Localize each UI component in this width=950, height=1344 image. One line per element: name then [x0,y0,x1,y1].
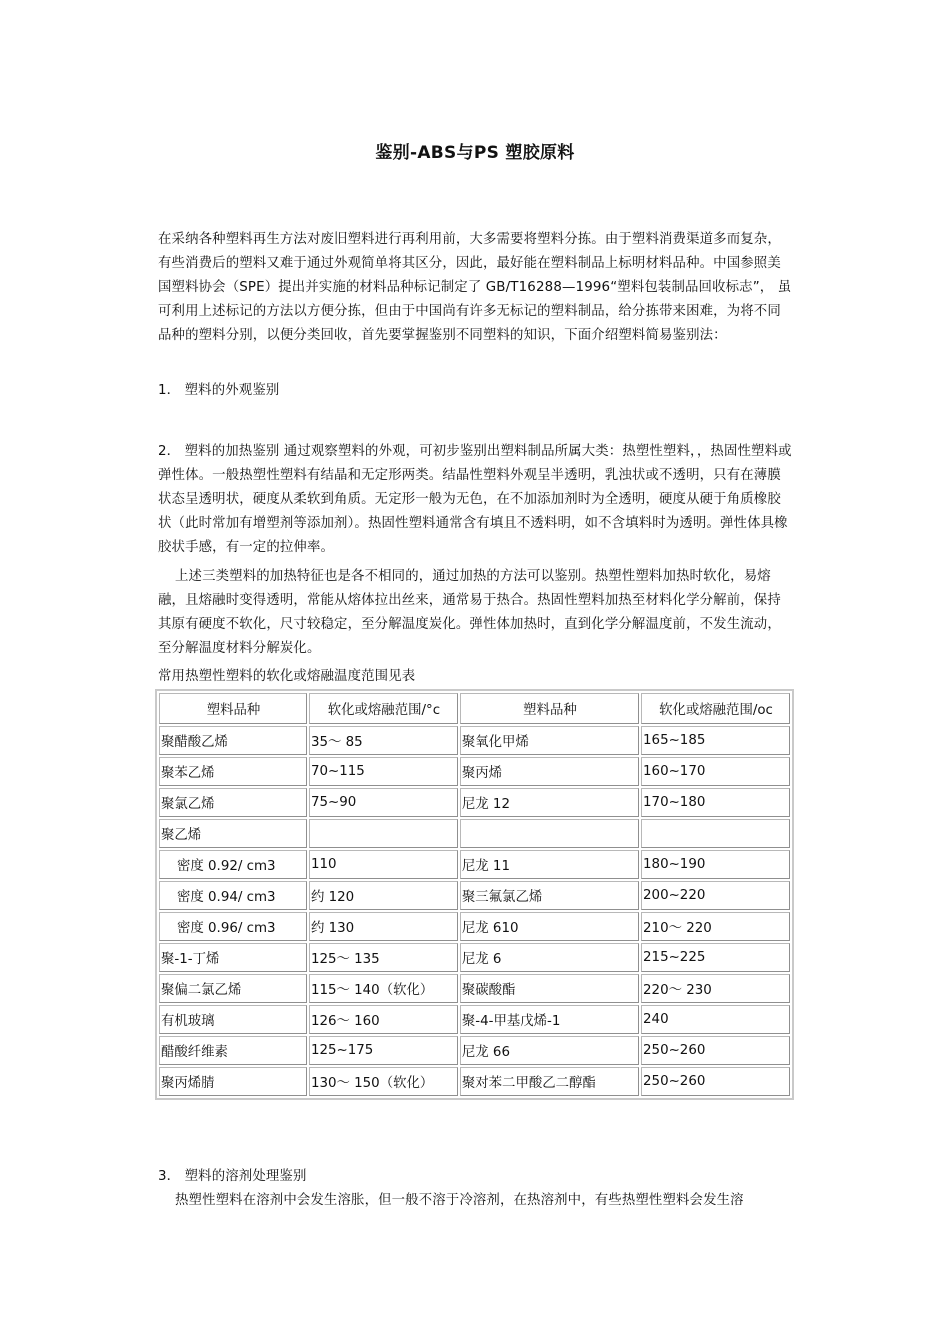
table-cell: 尼龙 6 [460,943,639,972]
table-cell: 密度 0.92/ cm3 [159,850,307,879]
table-cell: 尼龙 11 [460,850,639,879]
table-row [159,943,790,972]
table-cell: 聚氧化甲烯 [460,726,639,755]
table-cell: 75~90 [309,788,458,817]
table-header-row [159,693,790,724]
table-cell: 密度 0.96/ cm3 [159,912,307,941]
table-cell: 220～ 230 [641,974,790,1003]
section-3-heading: 3． 塑料的溶剂处理鉴别 [158,1169,307,1184]
table-cell: 115～ 140（软化） [309,974,458,1003]
table-cell: 尼龙 66 [460,1036,639,1065]
table-cell [309,819,458,848]
header-plastic-type: 塑料品种 [159,693,307,724]
document-title: 鉴别-ABS与PS 塑胶原料 [375,143,575,163]
table-row [159,1036,790,1065]
table-row [159,819,790,848]
table-cell: 密度 0.94/ cm3 [159,881,307,910]
table-cell: 聚-1-丁烯 [159,943,307,972]
table-row [159,1067,790,1096]
table-cell: 130～ 150（软化） [309,1067,458,1096]
table-cell: 70~115 [309,757,458,786]
table-cell: 聚丙烯 [460,757,639,786]
table-row [159,788,790,817]
softening-temperature-table [155,689,794,1100]
table-row [159,726,790,755]
table-cell: 165~185 [641,726,790,755]
table-cell: 聚偏二氯乙烯 [159,974,307,1003]
table-cell: 尼龙 610 [460,912,639,941]
heating-paragraph: 上述三类塑料的加热特征也是各不相同的，通过加热的方法可以鉴别。热塑性塑料加热时软化，易熔融，且熔融时变得透明，常能从熔体拉出丝来，通常易于热合。热固性塑料加热至材料化学分解前，保持其原有硬度不软化，尺寸较稳定，至分解温度炭化。弹性体加热时，直到化学分解温度前，不发生流动，至分解温度材料分解炭化。 [158,569,781,656]
intro-paragraph: 在采纳各种塑料再生方法对废旧塑料进行再利用前，大多需要将塑料分拣。由于塑料消费渠道多而复杂，有些消费后的塑料又难于通过外观简单将其区分，因此，最好能在塑料制品上标明材料品种。中国参照美国塑料协会（SPE）提出并实施的材料品种标记制定了 GB/T16288—1996“塑料包装制品回收标志”， 虽可利用上述标记的方法以方便分拣，但由于中国尚有许多无标记的塑料制品，给分拣带来困难，为将不同品种的塑料分别，以便分类回收，首先要掌握鉴别不同塑料的知识，下面介绍塑料简易鉴别法： [158,232,792,343]
table-row [159,912,790,941]
section-1-heading: 1． 塑料的外观鉴别 [158,383,280,398]
table-row [159,974,790,1003]
table-cell: 180~190 [641,850,790,879]
table-cell: 125～ 135 [309,943,458,972]
table-cell: 有机玻璃 [159,1005,307,1034]
table-cell: 聚-4-甲基戊烯-1 [460,1005,639,1034]
table-cell: 醋酸纤维素 [159,1036,307,1065]
header-softening-range: 软化或熔融范围/oc [641,693,790,724]
table-cell: 35～ 85 [309,726,458,755]
table-cell: 240 [641,1005,790,1034]
table-cell: 聚氯乙烯 [159,788,307,817]
table-caption: 常用热塑性塑料的软化或熔融温度范围见表 [158,669,416,684]
table-cell: 约 130 [309,912,458,941]
table-cell: 170~180 [641,788,790,817]
table-cell: 215~225 [641,943,790,972]
table-cell: 聚乙烯 [159,819,307,848]
solvent-paragraph: 热塑性塑料在溶剂中会发生溶胀，但一般不溶于冷溶剂，在热溶剂中，有些热塑性塑料会发生溶 [175,1193,744,1208]
table-cell: 聚醋酸乙烯 [159,726,307,755]
section-2-paragraph: 2． 塑料的加热鉴别 通过观察塑料的外观，可初步鉴别出塑料制品所属大类：热塑性塑料，，热固性塑料或弹性体。一般热塑性塑料有结晶和无定形两类。结晶性塑料外观呈半透明，乳浊状或不透明，只有在薄膜状态呈透明状，硬度从柔软到角质。无定形一般为无色，在不加添加剂时为全透明，硬度从硬于角质橡胶状（此时常加有增塑剂等添加剂）。热固性塑料通常含有填且不透料明，如不含填料时为透明。弹性体具橡胶状手感，有一定的拉伸率。 [158,444,792,555]
table-cell: 200~220 [641,881,790,910]
table-cell: 250~260 [641,1036,790,1065]
table-cell: 126～ 160 [309,1005,458,1034]
header-softening-range: 软化或熔融范围/°c [309,693,458,724]
table-cell: 125~175 [309,1036,458,1065]
table-cell: 约 120 [309,881,458,910]
table-row [159,850,790,879]
table-cell: 250~260 [641,1067,790,1096]
table-cell: 210～ 220 [641,912,790,941]
table-cell: 聚苯乙烯 [159,757,307,786]
table-cell: 尼龙 12 [460,788,639,817]
table-cell [641,819,790,848]
table-row [159,1005,790,1034]
table-cell: 聚三氟氯乙烯 [460,881,639,910]
table-row [159,757,790,786]
table-cell: 160~170 [641,757,790,786]
table-cell: 聚丙烯腈 [159,1067,307,1096]
header-plastic-type: 塑料品种 [460,693,639,724]
table-row [159,881,790,910]
table-cell [460,819,639,848]
table-cell: 110 [309,850,458,879]
table-cell: 聚碳酸酯 [460,974,639,1003]
table-cell: 聚对苯二甲酸乙二醇酯 [460,1067,639,1096]
